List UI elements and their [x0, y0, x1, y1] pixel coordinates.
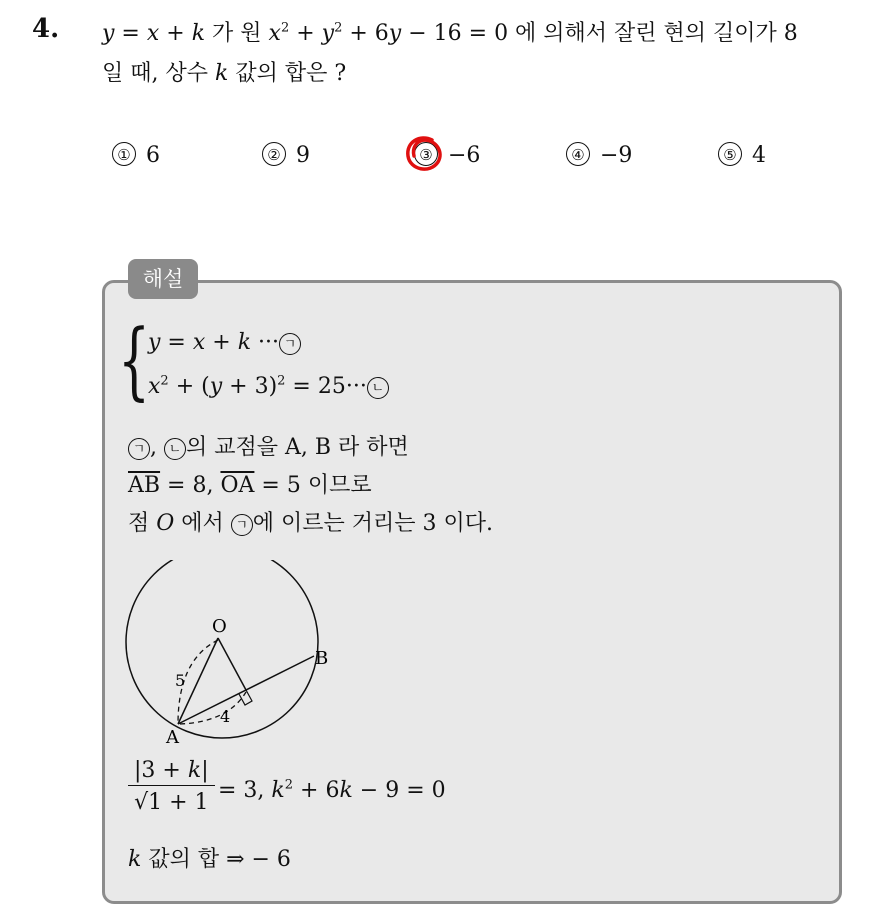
choice-4[interactable] [566, 142, 632, 168]
solution-line-2: $\overline{AB} = 8$, $\overline{OA} = 5$ 이므로 [128, 473, 372, 498]
solution-line-1: ㄱ , ㄴ 의 교점을 A, B 라 하면 [128, 430, 409, 461]
equation-2: $x^2 + (y + 3)^2 = 25\cdot\cdot\cdot$ ㄴ [148, 374, 389, 399]
choice-3[interactable] [414, 142, 480, 168]
system-brace: { [118, 311, 151, 409]
question-text-line2: 일 때, 상수 k 값의 합은 ? [102, 61, 347, 86]
segment-oa: $\overline{OA}$ [220, 473, 255, 498]
circled-label: ㄴ [164, 438, 186, 460]
label-5: 5 [175, 671, 186, 690]
fraction-numerator: |3 + k| [128, 758, 215, 786]
choice-2[interactable] [262, 142, 310, 168]
circled-label: ㄱ [128, 438, 150, 460]
solution-line-3: 점 O 에서 ㄱ 에 이르는 거리는 3 이다. [128, 511, 494, 536]
label-b: B [315, 648, 329, 669]
circled-label: ㄱ [231, 514, 253, 536]
label-o: O [212, 616, 227, 637]
solution-tab-label: 해설 [128, 259, 198, 299]
choice-number: ④ [566, 142, 590, 166]
choice-value: −9 [600, 143, 633, 168]
perpendicular-line [218, 638, 246, 690]
choice-number: ② [262, 142, 286, 166]
answer-choices [0, 142, 884, 178]
circle-chord-diagram [118, 560, 348, 750]
distance-formula [128, 758, 215, 815]
choice-number: ① [112, 142, 136, 166]
segment-ab: $\overline{AB}$ [128, 473, 161, 498]
circled-label: ㄴ [367, 377, 389, 399]
question-number: 4. [32, 14, 60, 44]
choice-value: 4 [752, 143, 766, 168]
label-4: 4 [220, 707, 231, 726]
formula-rest: = 3, $k^2 + 6k - 9 = 0$ [218, 777, 446, 803]
choice-number: ⑤ [718, 142, 742, 166]
circled-label: ㄱ [279, 333, 301, 355]
choice-5[interactable] [718, 142, 766, 168]
question-text-line1: y = x + k 가 원 $x^2 + y^2 + 6y - 16 = 0$ 에 의해서 잘린 현의 길이가 8 [102, 20, 798, 46]
label-a: A [166, 727, 179, 748]
equation-1: y = x + k ··· ㄱ [148, 330, 301, 355]
fraction-denominator: √1 + 1 [134, 790, 209, 815]
choice-value: −6 [448, 143, 481, 168]
choice-number: ③ [414, 142, 438, 166]
choice-value: 6 [146, 143, 160, 168]
choice-value: 9 [296, 143, 310, 168]
choice-1[interactable] [112, 142, 160, 168]
final-answer: k 값의 합 ⇒ − 6 [128, 847, 291, 872]
